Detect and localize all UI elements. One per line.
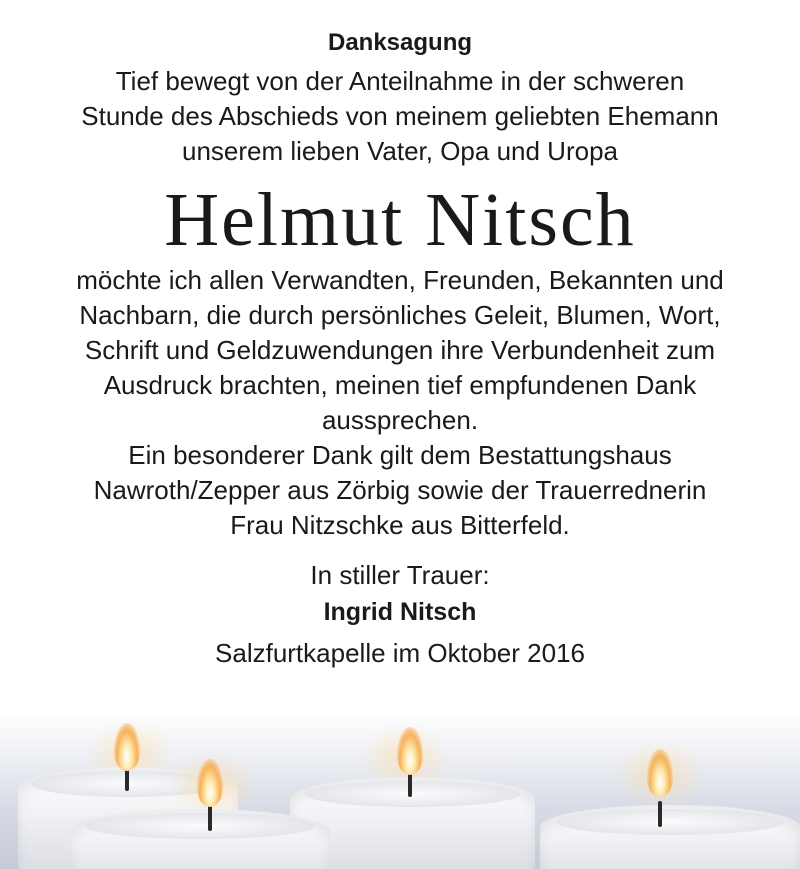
body-line: Frau Nitzschke aus Bitterfeld. bbox=[230, 510, 570, 540]
signer-name: Ingrid Nitsch bbox=[323, 598, 477, 626]
closing-block bbox=[0, 557, 800, 672]
wick bbox=[658, 801, 662, 827]
candles-photo bbox=[0, 709, 800, 869]
candle bbox=[540, 805, 800, 869]
thanks-paragraph bbox=[0, 263, 800, 543]
body-line: Nawroth/Zepper aus Zörbig sowie der Trauerrednerin bbox=[93, 475, 707, 505]
candle bbox=[70, 809, 330, 869]
deceased-name: Helmut Nitsch bbox=[164, 178, 636, 262]
body-line: Schrift und Geldzuwendungen ihre Verbundenheit zum bbox=[84, 335, 716, 365]
body-line: Ausdruck brachten, meinen tief empfundenen Dank bbox=[103, 370, 697, 400]
body-line: möchte ich allen Verwandten, Freunden, Bekannten und bbox=[76, 265, 724, 295]
notice-heading: Danksagung bbox=[327, 29, 473, 56]
body-line: aussprechen. bbox=[321, 405, 479, 435]
intro-line: unserem lieben Vater, Opa und Uropa bbox=[181, 136, 618, 166]
intro-line: Stunde des Abschieds von meinem geliebten Ehemann bbox=[81, 101, 719, 131]
intro-paragraph bbox=[0, 64, 800, 169]
closing-phrase: In stiller Trauer: bbox=[310, 560, 490, 590]
body-line: Nachbarn, die durch persönliches Geleit, Blumen, Wort, bbox=[79, 300, 721, 330]
place-date: Salzfurtkapelle im Oktober 2016 bbox=[215, 638, 585, 668]
body-line: Ein besonderer Dank gilt dem Bestattungshaus bbox=[128, 440, 672, 470]
intro-line: Tief bewegt von der Anteilnahme in der schweren bbox=[115, 66, 685, 96]
wick bbox=[208, 805, 212, 831]
